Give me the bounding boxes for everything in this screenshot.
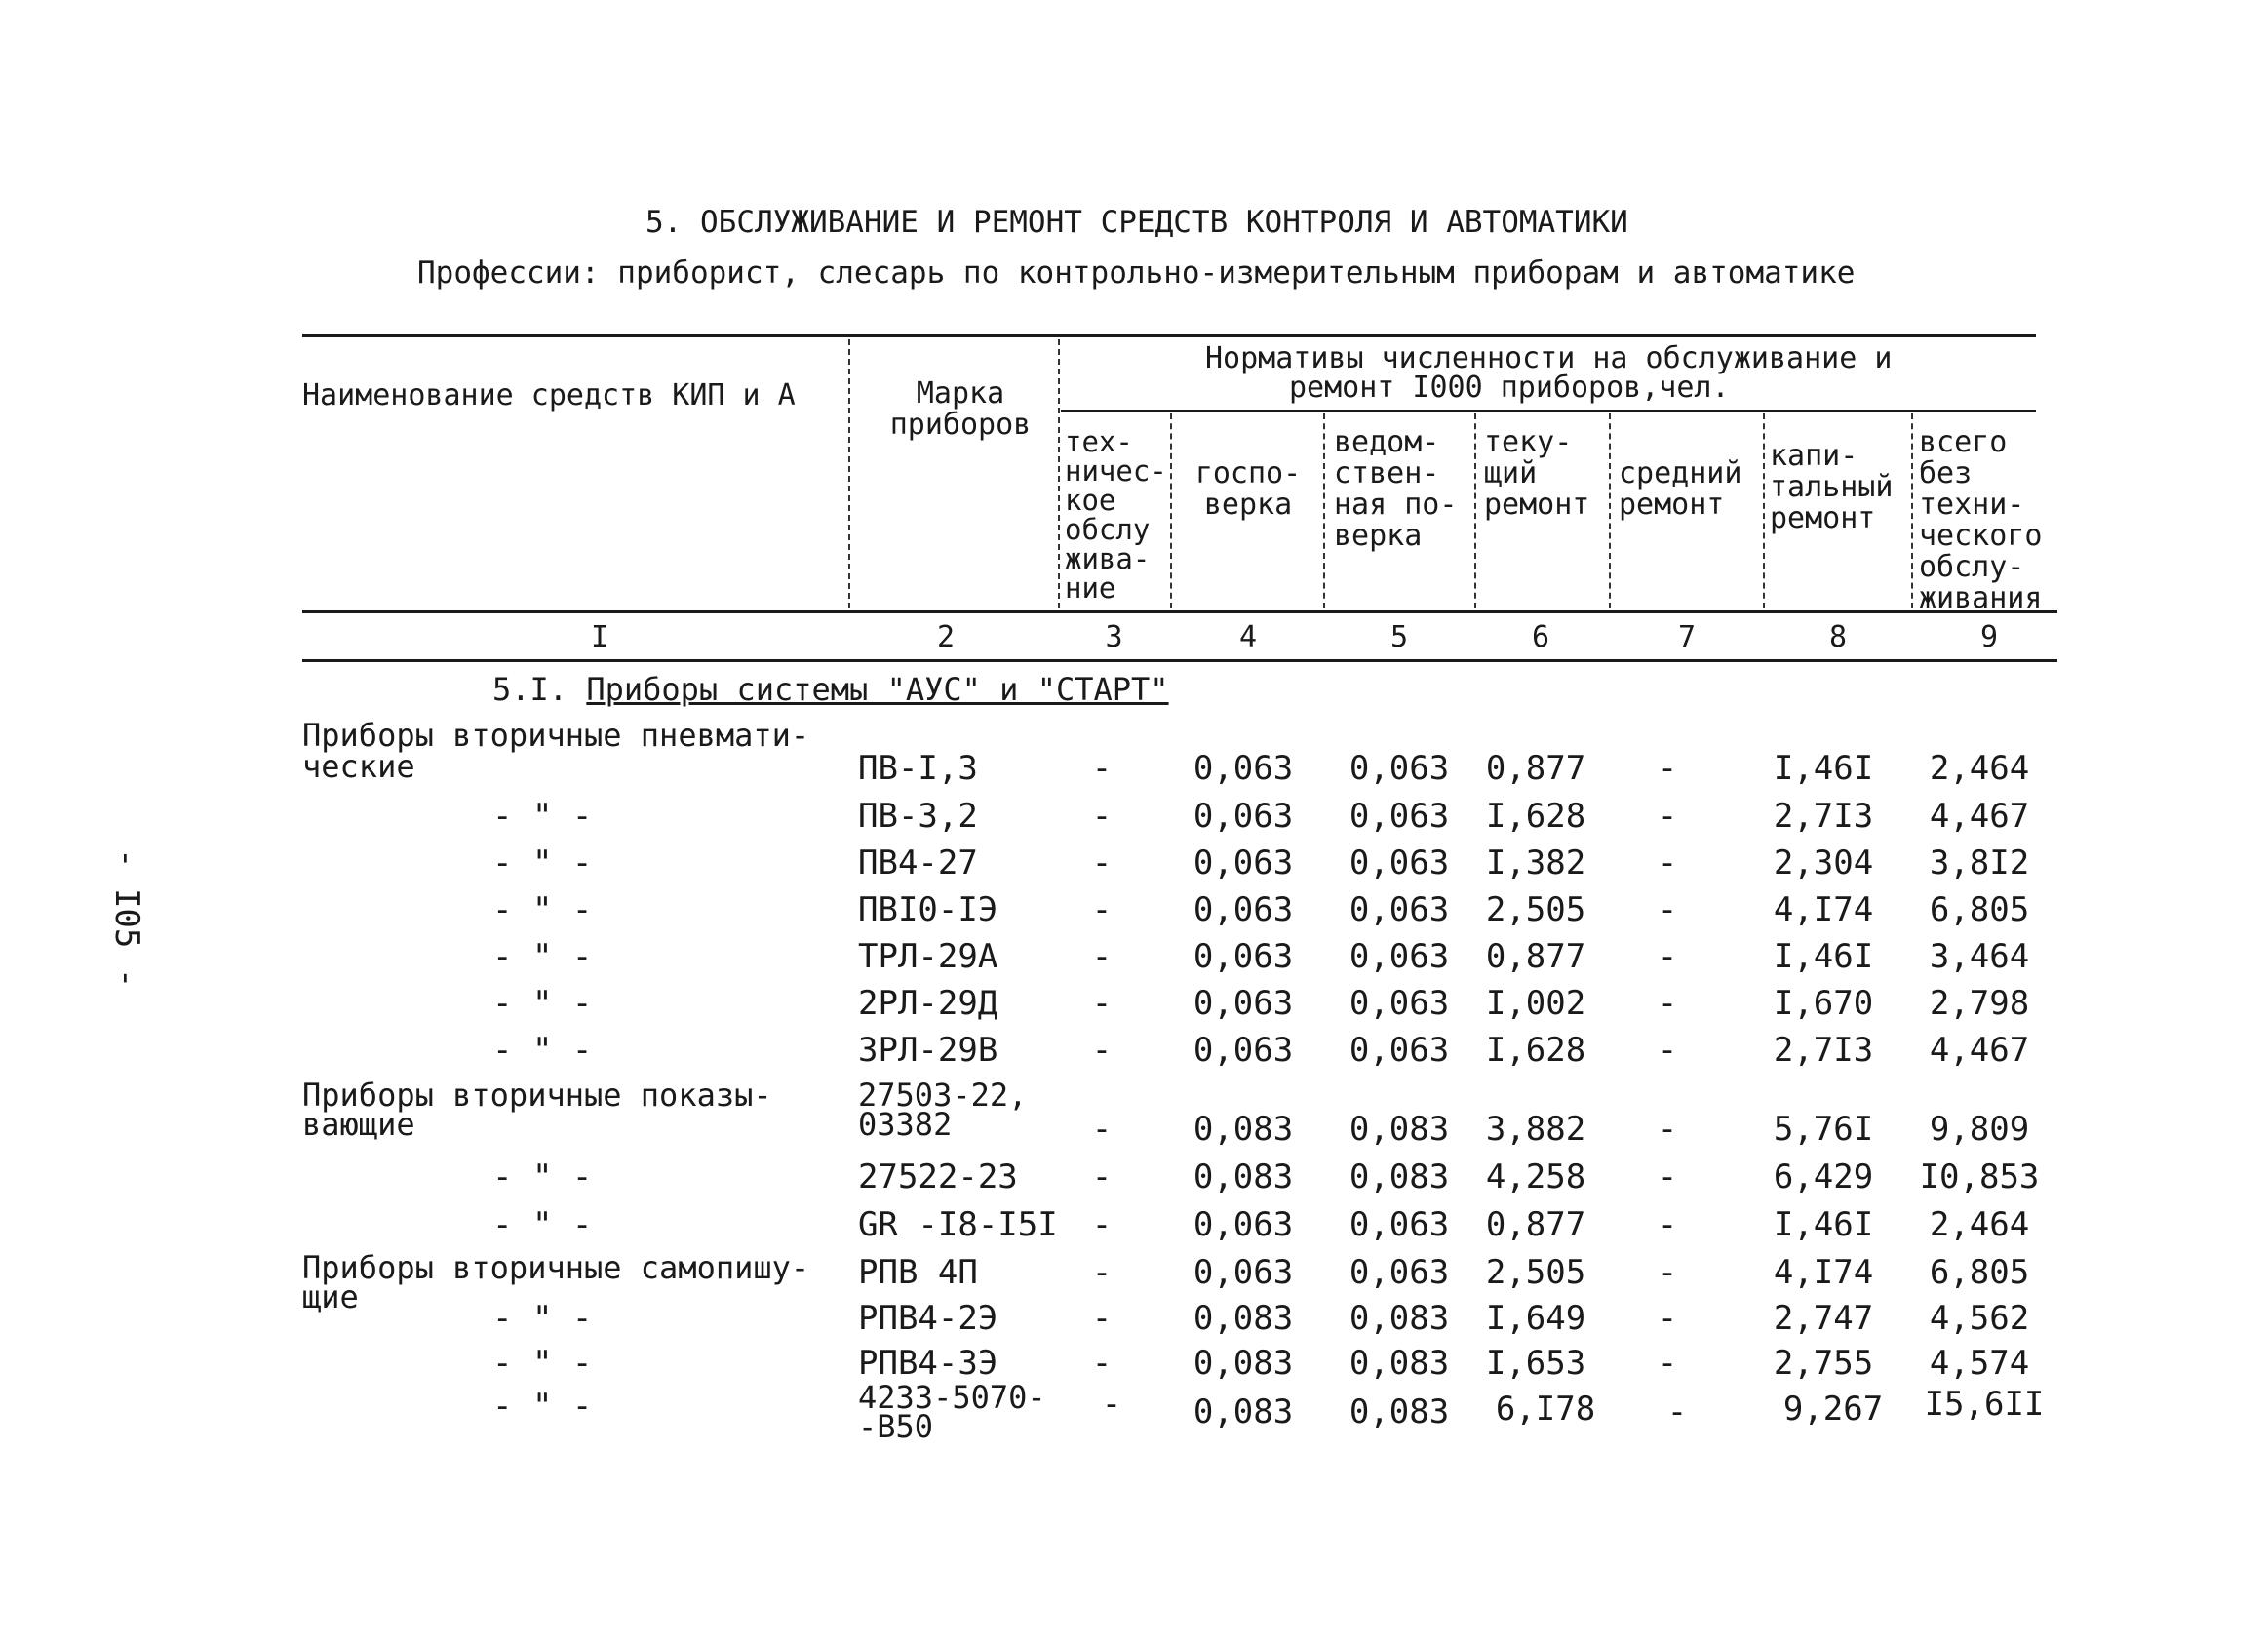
row-name: - " - (492, 984, 593, 1023)
row-c7: - (1666, 1392, 1688, 1431)
row-c8: I,670 (1773, 984, 1874, 1023)
row-name: - " - (492, 1157, 593, 1196)
row-c7: - (1657, 984, 1678, 1023)
header-sub-8: капи- тальный ремонт (1770, 439, 1894, 535)
row-c8: 6,429 (1773, 1157, 1874, 1196)
row-c6: 6,I78 (1495, 1390, 1596, 1429)
col-sep (1323, 413, 1325, 608)
row-mark: ПВ4-27 (858, 843, 978, 882)
row-c3: - (1091, 1253, 1113, 1292)
table-top-rule (302, 334, 2036, 337)
row-c6: I,628 (1485, 1031, 1586, 1070)
row-c9: I0,853 (1919, 1157, 2040, 1196)
row-c3: - (1091, 984, 1113, 1023)
header-bottom-rule (302, 610, 2057, 613)
header-name: Наименование средств КИП и А (302, 378, 796, 412)
row-c6: 0,877 (1485, 937, 1586, 976)
row-c4: 0,083 (1193, 1392, 1294, 1431)
row-c6: I,002 (1485, 984, 1586, 1023)
row-c8: 2,755 (1773, 1344, 1874, 1383)
col-sep (1474, 413, 1476, 608)
row-c4: 0,063 (1193, 984, 1294, 1023)
row-c8: 2,747 (1773, 1299, 1874, 1338)
col-number: 5 (1389, 620, 1409, 654)
row-c5: 0,083 (1349, 1299, 1450, 1338)
row-c9: 2,464 (1929, 1205, 2030, 1244)
section-heading (492, 671, 1169, 708)
row-c3: - (1091, 890, 1113, 929)
row-c4: 0,063 (1193, 749, 1294, 788)
row-mark: 4233-5070- -В50 (858, 1379, 1046, 1445)
row-mark: РПВ 4П (858, 1253, 978, 1292)
row-c8: I,46I (1773, 1205, 1874, 1244)
row-c9: 3,464 (1929, 937, 2030, 976)
row-c5: 0,083 (1349, 1110, 1450, 1149)
row-c7: - (1657, 797, 1678, 836)
row-name: - " - (492, 1031, 593, 1070)
numbers-bottom-rule (302, 659, 2057, 662)
row-c9: 6,805 (1929, 1253, 2030, 1292)
row-c6: 0,877 (1485, 749, 1586, 788)
row-c4: 0,083 (1193, 1299, 1294, 1338)
row-c3: - (1091, 1299, 1113, 1338)
col-number: 2 (936, 620, 956, 654)
row-c7: - (1657, 1110, 1678, 1149)
row-c7: - (1657, 843, 1678, 882)
row-c9: 2,464 (1929, 749, 2030, 788)
row-c5: 0,063 (1349, 984, 1450, 1023)
row-c7: - (1657, 1344, 1678, 1383)
row-name: - " - (492, 1299, 593, 1338)
col-number: 9 (1979, 620, 1999, 654)
row-c9: 9,809 (1929, 1110, 2030, 1149)
row-c5: 0,063 (1349, 1253, 1450, 1292)
row-c4: 0,063 (1193, 1205, 1294, 1244)
row-c4: 0,063 (1193, 797, 1294, 836)
col-number: 7 (1677, 620, 1697, 654)
row-mark: 27503-22, 03382 (858, 1077, 1028, 1143)
row-c9: 4,467 (1929, 1031, 2030, 1070)
row-c6: I,382 (1485, 843, 1586, 882)
row-c6: 4,258 (1485, 1157, 1586, 1196)
row-name: - " - (492, 1344, 593, 1383)
row-mark: РПВ4-2Э (858, 1299, 998, 1338)
header-sub-3: тех- ничес- кое обслу живa- ние (1065, 425, 1167, 605)
row-c8: 9,267 (1782, 1390, 1884, 1429)
row-name: - " - (492, 843, 593, 882)
col-sep (848, 339, 850, 608)
row-c8: 2,304 (1773, 843, 1874, 882)
col-number: I (590, 620, 609, 654)
row-mark: ПВ-3,2 (858, 797, 978, 836)
header-norms-2: ремонт I000 приборов,чел. (1289, 371, 1730, 405)
row-c3: - (1091, 1110, 1113, 1149)
row-name: Приборы вторичные показы- вающие (302, 1077, 772, 1143)
row-name: - " - (492, 937, 593, 976)
row-c4: 0,063 (1193, 937, 1294, 976)
row-mark: 27522-23 (858, 1157, 1018, 1196)
row-c6: I,649 (1485, 1299, 1586, 1338)
row-c9: 2,798 (1929, 984, 2030, 1023)
row-mark: РПВ4-3Э (858, 1344, 998, 1383)
row-c6: 0,877 (1485, 1205, 1586, 1244)
row-mark: 3РЛ-29В (858, 1031, 998, 1070)
row-c3: - (1091, 937, 1113, 976)
col-number: 4 (1238, 620, 1258, 654)
col-sep (1170, 413, 1172, 608)
row-c5: 0,063 (1349, 843, 1450, 882)
row-c4: 0,063 (1193, 1031, 1294, 1070)
row-c3: - (1091, 749, 1113, 788)
row-name: - " - (492, 1387, 593, 1426)
row-c3: - (1091, 1157, 1113, 1196)
row-c8: 4,I74 (1773, 890, 1874, 929)
header-sub-4: госпо- верка (1194, 456, 1302, 522)
row-c5: 0,063 (1349, 749, 1450, 788)
row-c5: 0,083 (1349, 1392, 1450, 1431)
header-mark: Марка приборов (889, 376, 1032, 442)
col-number: 6 (1531, 620, 1550, 654)
row-c7: - (1657, 1205, 1678, 1244)
row-c5: 0,063 (1349, 937, 1450, 976)
col-sep (1763, 413, 1765, 608)
col-sep (1609, 413, 1611, 608)
header-sub-5: ведом- ствен- ная по- верка (1334, 425, 1458, 553)
row-c6: I,653 (1485, 1344, 1586, 1383)
row-name: - " - (492, 890, 593, 929)
row-c8: 2,7I3 (1773, 1031, 1874, 1070)
row-c4: 0,063 (1193, 890, 1294, 929)
norms-rule (1061, 410, 2036, 412)
row-mark: ПВI0-IЭ (858, 890, 998, 929)
row-c5: 0,063 (1349, 797, 1450, 836)
row-c5: 0,063 (1349, 890, 1450, 929)
row-c9: 4,467 (1929, 797, 2030, 836)
section-number: 5.I. (492, 671, 568, 708)
row-c5: 0,083 (1349, 1344, 1450, 1383)
row-c7: - (1657, 1299, 1678, 1338)
page-title: 5. ОБСЛУЖИВАНИЕ И РЕМОНТ СРЕДСТВ КОНТРОЛЯ И АВТОМАТИКИ (645, 205, 1628, 240)
col-sep (1911, 413, 1913, 608)
row-c7: - (1657, 1157, 1678, 1196)
row-c9: 6,805 (1929, 890, 2030, 929)
row-c8: 5,76I (1773, 1110, 1874, 1149)
row-c3: - (1091, 1031, 1113, 1070)
row-name: - " - (492, 797, 593, 836)
row-name: Приборы вторичные пневмати- ческие (302, 717, 810, 785)
row-c7: - (1657, 1031, 1678, 1070)
row-c3: - (1091, 1344, 1113, 1383)
row-c6: I,628 (1485, 797, 1586, 836)
row-c5: 0,083 (1349, 1157, 1450, 1196)
header-norms-1: Нормативы численности на обслуживание и (1205, 341, 1893, 375)
row-c5: 0,063 (1349, 1031, 1450, 1070)
row-c4: 0,063 (1193, 843, 1294, 882)
row-c3: - (1091, 797, 1113, 836)
row-c4: 0,083 (1193, 1344, 1294, 1383)
row-c4: 0,083 (1193, 1157, 1294, 1196)
row-c7: - (1657, 937, 1678, 976)
row-name: Приборы вторичные самопишу- щие (302, 1249, 810, 1315)
row-c3: - (1091, 1205, 1113, 1244)
row-c9: I5,6II (1924, 1385, 2045, 1424)
page-subtitle: Профессии: приборист, слесарь по контрольно-измерительным приборам и автоматике (417, 255, 1856, 291)
row-mark: ТРЛ-29А (858, 937, 998, 976)
col-number: 3 (1105, 620, 1123, 654)
row-c7: - (1657, 1253, 1678, 1292)
row-c9: 4,562 (1929, 1299, 2030, 1338)
row-c6: 3,882 (1485, 1110, 1586, 1149)
row-c8: I,46I (1773, 749, 1874, 788)
row-c5: 0,063 (1349, 1205, 1450, 1244)
row-c4: 0,083 (1193, 1110, 1294, 1149)
row-mark: GR -I8-I5I (858, 1205, 1058, 1244)
row-name: - " - (492, 1205, 593, 1244)
col-number: 8 (1828, 620, 1848, 654)
section-title: Приборы системы "АУС" и "СТАРТ" (586, 671, 1169, 708)
row-mark: ПВ-I,3 (858, 749, 978, 788)
page-number: - I05 - (107, 848, 146, 989)
row-c7: - (1657, 749, 1678, 788)
header-sub-6: теку- щий ремонт (1484, 425, 1590, 522)
row-c4: 0,063 (1193, 1253, 1294, 1292)
row-c3: - (1091, 843, 1113, 882)
row-mark: 2РЛ-29Д (858, 984, 998, 1023)
row-c3: - (1101, 1385, 1122, 1424)
row-c9: 3,8I2 (1929, 843, 2030, 882)
row-c8: 2,7I3 (1773, 797, 1874, 836)
row-c8: 4,I74 (1773, 1253, 1874, 1292)
row-c8: I,46I (1773, 937, 1874, 976)
col-sep (1058, 339, 1060, 608)
row-c6: 2,505 (1485, 1253, 1586, 1292)
row-c6: 2,505 (1485, 890, 1586, 929)
row-c7: - (1657, 890, 1678, 929)
row-c9: 4,574 (1929, 1344, 2030, 1383)
header-sub-9: всего без техни- ческого обслу- живания (1919, 425, 2043, 615)
header-sub-7: средний ремонт (1619, 456, 1742, 522)
